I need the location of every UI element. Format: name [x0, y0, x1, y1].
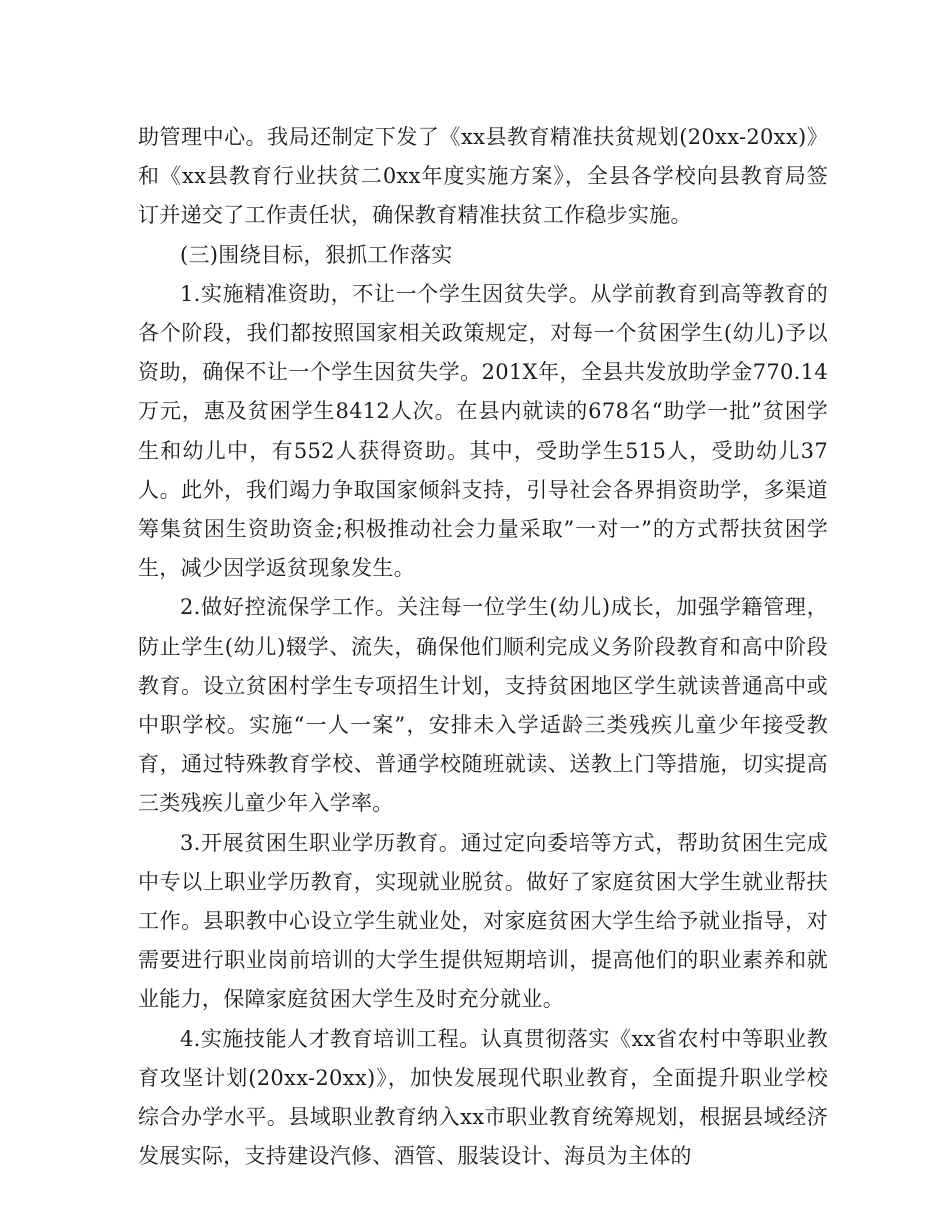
paragraph-continuation: 助管理中心。我局还制定下发了《xx县教育精准扶贫规划(20xx-20xx)》和《xx县教育行业扶贫二0xx年度实施方案》，全县各学校向县教育局签订并递交了工作责任状，确保教育精准扶贫工作稳步实施。: [138, 125, 828, 228]
paragraph-precise-funding: 1.实施精准资助，不让一个学生因贫失学。从学前教育到高等教育的各个阶段，我们都按照国家相关政策规定，对每一个贫困学生(幼儿)予以资助，确保不让一个学生因贫失学。201X年，全县共发放助学金770.14万元，惠及贫困学生8412人次。在县内就读的678名“助学一批”贫困学生和幼儿中，有552人获得资助。其中，受助学生515人，受助幼儿37人。此外，我们竭力争取国家倾斜支持，引导社会各界捐资助学，多渠道筹集贫困生资助资金;积极推动社会力量采取”一对一”的方式帮扶贫困学生，减少因学返贫现象发生。: [138, 281, 828, 581]
paragraph-skills-training: 4.实施技能人才教育培训工程。认真贯彻落实《xx省农村中等职业教育攻坚计划(20xx-20xx)》，加快发展现代职业教育，全面提升职业学校综合办学水平。县域职业教育纳入xx市职业教育统筹规划，根据县域经济发展实际，支持建设汽修、酒管、服装设计、海员为主体的: [138, 1026, 828, 1169]
paragraph-vocational-education: 3.开展贫困生职业学历教育。通过定向委培等方式，帮助贫困生完成中专以上职业学历教育，实现就业脱贫。做好了家庭贫困大学生就业帮扶工作。县职教中心设立学生就业处，对家庭贫困大学生给予就业指导，对需要进行职业岗前培训的大学生提供短期培训，提高他们的职业素养和就业能力，保障家庭贫困大学生及时充分就业。: [138, 830, 828, 1012]
section-heading: (三)围绕目标，狠抓工作落实: [180, 242, 453, 267]
paragraph-dropout-control: 2.做好控流保学工作。关注每一位学生(幼儿)成长，加强学籍管理，防止学生(幼儿)辍学、流失，确保他们顺利完成义务阶段教育和高中阶段教育。设立贫困村学生专项招生计划，支持贫困地区学生就读普通高中或中职学校。实施“一人一案”，安排未入学适龄三类残疾儿童少年接受教育，通过特殊教育学校、普通学校随班就读、送教上门等措施，切实提高三类残疾儿童少年入学率。: [138, 595, 828, 816]
document-body: [138, 118, 828, 1176]
